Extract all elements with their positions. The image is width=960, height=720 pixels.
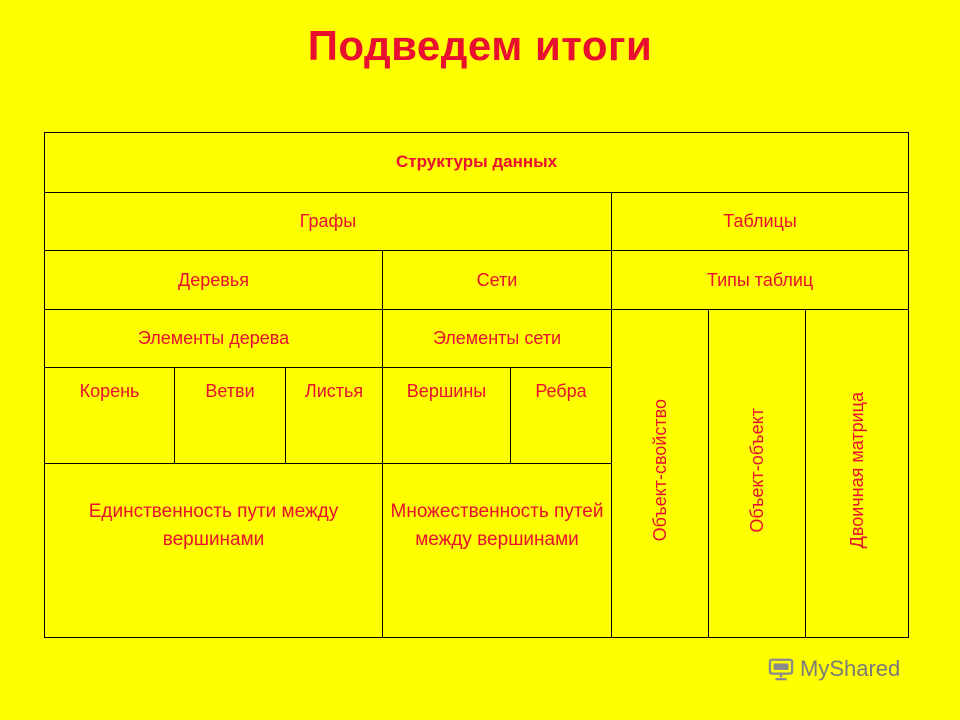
root-cell: Корень — [45, 368, 175, 464]
branches-cell: Ветви — [175, 368, 286, 464]
tree-property-cell — [45, 464, 383, 638]
network-property-cell — [383, 464, 612, 638]
type-object-property-cell — [612, 310, 709, 638]
watermark-brand: MyShared — [800, 656, 901, 681]
trees-cell: Деревья — [45, 251, 383, 310]
edges-cell: Ребра — [511, 368, 612, 464]
data-structures-table — [44, 132, 909, 638]
network-property-text: Множественность путей между вершинами — [390, 501, 604, 550]
type-object-property-label: Объект-свойство — [649, 398, 670, 542]
graphs-cell: Графы — [45, 193, 612, 251]
type-object-object-label: Объект-объект — [746, 407, 767, 533]
slide-title: Подведем итоги — [307, 22, 653, 69]
type-binary-matrix-cell — [806, 310, 909, 638]
tree-elements-cell: Элементы дерева — [45, 310, 383, 368]
table-types-cell: Типы таблиц — [612, 251, 909, 310]
presentation-screen-icon — [768, 657, 794, 681]
header-cell: Структуры данных — [45, 133, 909, 193]
network-elements-cell: Элементы сети — [383, 310, 612, 368]
watermark-logo — [768, 656, 900, 682]
type-object-object-cell — [709, 310, 806, 638]
vertices-cell: Вершины — [383, 368, 511, 464]
type-binary-matrix-label: Двоичная матрица — [847, 391, 867, 549]
tree-property-text: Единственность пути между вершинами — [88, 501, 339, 550]
tables-cell: Таблицы — [612, 193, 909, 251]
leaves-cell: Листья — [286, 368, 383, 464]
networks-cell: Сети — [383, 251, 612, 310]
